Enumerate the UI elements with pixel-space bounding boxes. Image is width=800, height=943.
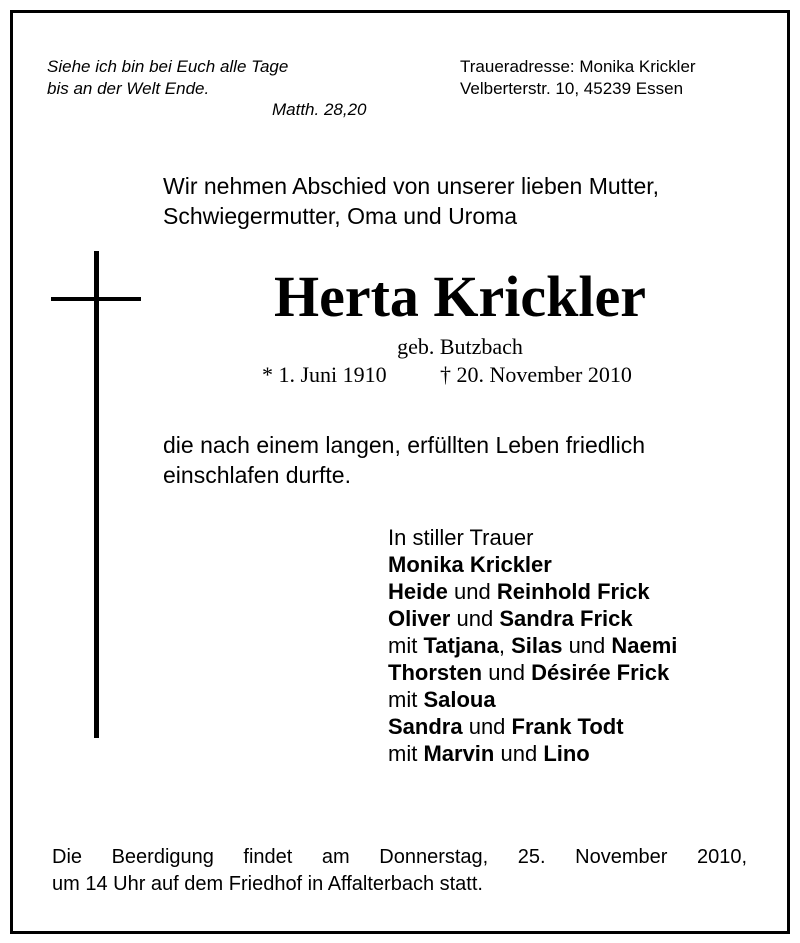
mourner-row [388,686,677,713]
mourner-name: Silas [511,633,563,658]
intro-line-2: Schwiegermutter, Oma und Uroma [163,203,518,229]
connector: und [462,714,512,739]
connector: und [447,579,497,604]
mourner-name: Naemi [611,633,678,658]
bible-verse [47,56,288,100]
mourners-list [388,524,677,767]
address-line-1: Traueradresse: Monika Krickler [460,57,696,76]
intro-line-1: Wir nehmen Abschied von unserer lieben Mutter, [163,173,660,199]
verse-line-1: Siehe ich bin bei Euch alle Tage [47,57,289,76]
mourner-row [388,578,677,605]
mourner-name: Saloua [423,687,496,712]
death-date: † 20. November 2010 [440,362,632,387]
connector: und [450,606,500,631]
mourner-name: Sandra Frick [499,606,633,631]
mourner-name: Sandra [388,714,463,739]
mourner-name: Désirée Frick [531,660,670,685]
mourner-row [388,632,677,659]
connector: , [498,633,512,658]
mourner-name: Monika Krickler [388,552,552,577]
funeral-info [52,844,747,898]
mourner-row [388,713,677,740]
mourner-row [388,551,677,578]
connector: mit [388,633,424,658]
mourner-name: Thorsten [388,660,483,685]
mourner-row [388,659,677,686]
mourner-row [388,605,677,632]
connector: und [494,741,544,766]
mourner-name: Frank Todt [511,714,624,739]
passage-line-1: die nach einem langen, erfüllten Leben friedlich [163,432,646,458]
passage-text [163,430,645,490]
deceased-name: Herta Krickler [274,264,646,329]
mourners-heading: In stiller Trauer [388,525,534,550]
mourner-name: Reinhold Frick [496,579,650,604]
connector: und [482,660,532,685]
birth-date: * 1. Juni 1910 [262,362,387,387]
mourner-row [388,740,677,767]
connector: mit [388,741,424,766]
maiden-name: geb. Butzbach [397,334,523,359]
funeral-line-2: um 14 Uhr auf dem Friedhof in Affalterbach statt. [52,873,483,895]
passage-line-2: einschlafen durfte. [163,462,351,488]
intro-text [163,171,659,231]
verse-line-2: bis an der Welt Ende. [47,79,210,98]
mourning-address [460,56,696,100]
verse-reference: Matth. 28,20 [272,100,367,119]
connector: mit [388,687,424,712]
mourner-name: Tatjana [423,633,499,658]
mourner-name: Oliver [388,606,451,631]
mourner-name: Lino [543,741,590,766]
funeral-line-1: Die Beerdigung findet am Donnerstag, 25. November 2010, [52,846,747,868]
connector: und [562,633,612,658]
mourner-name: Marvin [423,741,495,766]
mourner-name: Heide [388,579,448,604]
address-line-2: Velberterstr. 10, 45239 Essen [460,79,684,98]
